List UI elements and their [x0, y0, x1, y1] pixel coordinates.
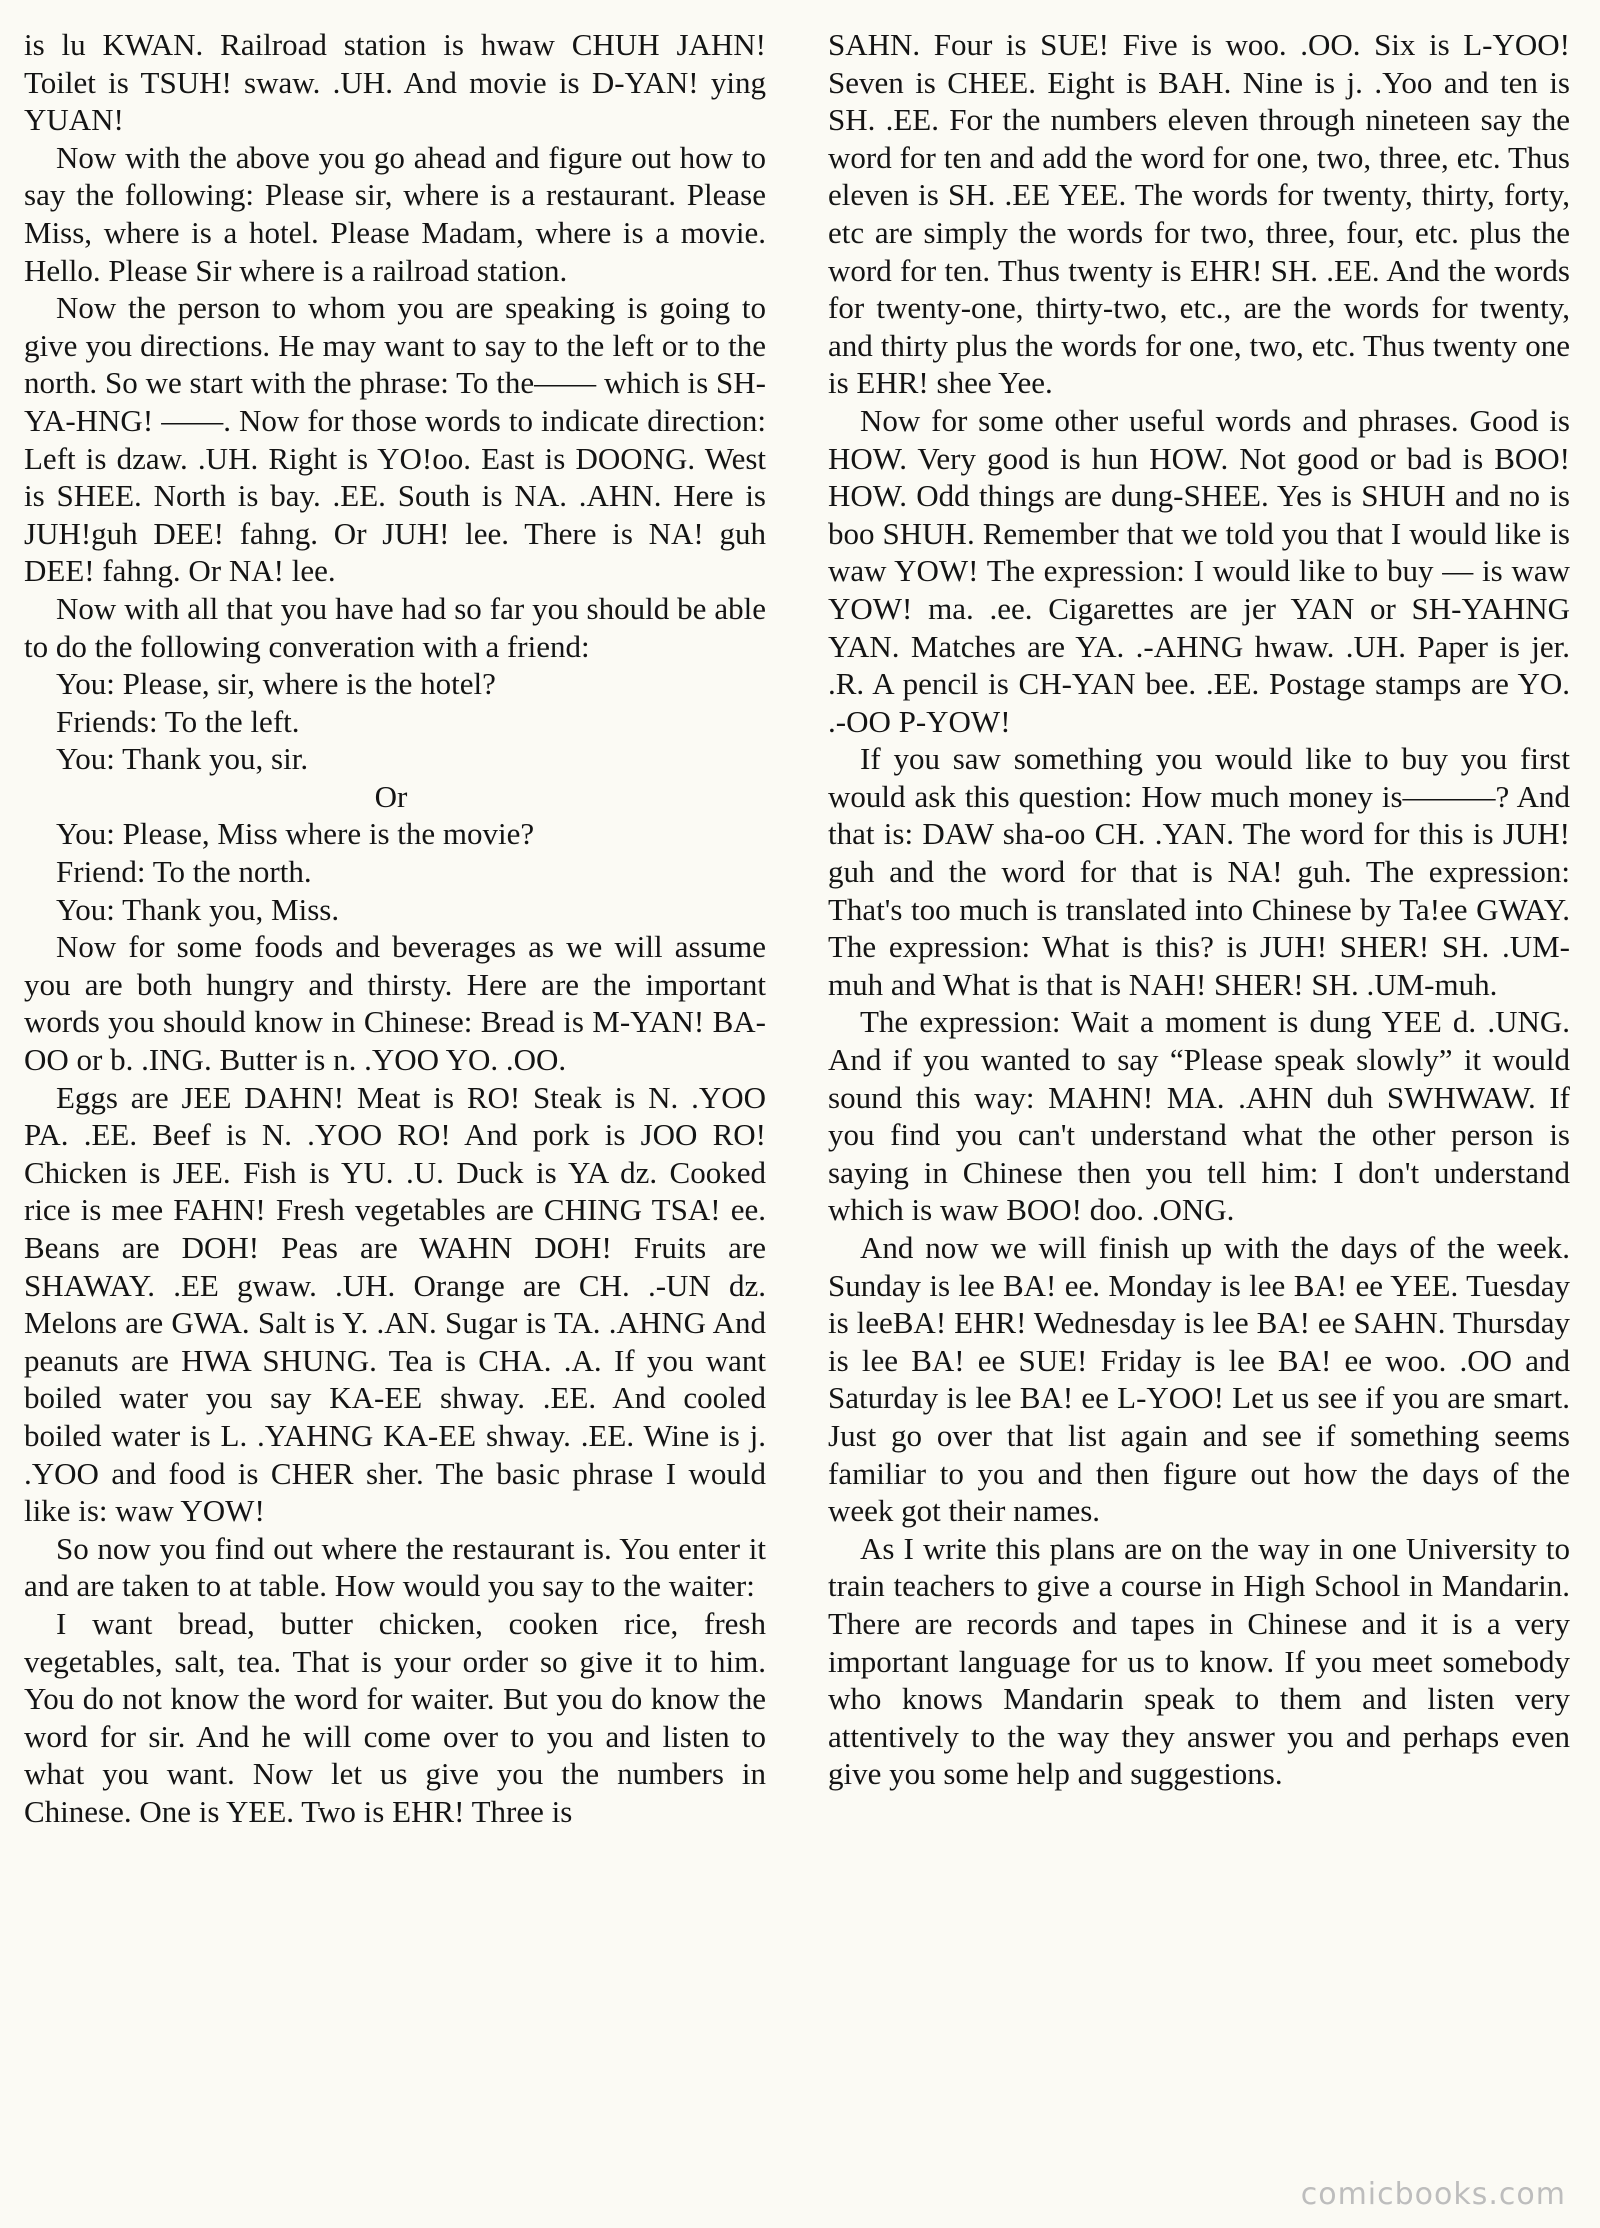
- paragraph: And now we will finish up with the days of the week. Sunday is lee BA! ee. Monday is lee BA! ee YEE. Tuesday is leeBA! EHR! Wednesday is lee BA! ee SAHN. Thursday is lee BA! ee SUE! Friday is lee BA! ee woo. .OO and Saturday is lee BA! ee L-YOO! Let us see if you are smart. Just go over that list again and see if something seems familiar to you and then figure out how the days of the week got their names.: [828, 1230, 1570, 1529]
- dialogue-separator: Or: [374, 778, 408, 814]
- dialogue-line: You: Please, Miss where is the movie?: [56, 816, 535, 852]
- dialogue-line: You: Thank you, sir.: [56, 741, 309, 777]
- watermark: comicbooks.com: [1300, 2177, 1566, 2212]
- paragraph: is lu KWAN. Railroad station is hwaw CHUH JAHN! Toilet is TSUH! swaw. .UH. And movie is D-YAN! ying YUAN!: [24, 27, 766, 138]
- paragraph: Now for some foods and beverages as we will assume you are both hungry and thirsty. Here are the important words you should know in Chinese: Bread is M-YAN! BA-OO or b. .ING. Butter is n. .YOO YO. .OO.: [24, 929, 766, 1078]
- paragraph: So now you find out where the restaurant is. You enter it and are taken to at table. How would you say to the waiter:: [24, 1530, 766, 1604]
- paragraph: The expression: Wait a moment is dung YEE d. .UNG. And if you wanted to say “Please speak slowly” it would sound this way: MAHN! MA. .AHN duh SWHWAW. If you find you can't understand what the other person is saying in Chinese then you tell him: I don't understand which is waw BOO! doo. .ONG.: [828, 1004, 1570, 1228]
- paragraph: Now the person to whom you are speaking is going to give you directions. He may want to say to the left or to the north. So we start with the phrase: To the—— which is SH-YA-HNG! ——. Now for those words to indicate direction: Left is dzaw. .UH. Right is YO!oo. East is DOONG. West is SHEE. North is bay. .EE. South is NA. .AHN. Here is JUH!guh DEE! fahng. Or JUH! lee. There is NA! guh DEE! fahng. Or NA! lee.: [24, 290, 766, 589]
- dialogue-line: Friend: To the north.: [56, 854, 312, 890]
- sample-conversation: [24, 665, 766, 928]
- paragraph: SAHN. Four is SUE! Five is woo. .OO. Six is L-YOO! Seven is CHEE. Eight is BAH. Nine is j. .Yoo and ten is SH. .EE. For the numbers eleven through nineteen say the word for ten and add the word for one, two, three, etc. Thus eleven is SH. .EE YEE. The words for twenty, thirty, forty, etc are simply the words for two, three, four, etc. plus the word for ten. Thus twenty is EHR! SH. .EE. And the words for twenty-one, thirty-two, etc., are the words for twenty, and thirty plus the words for one, two, etc. Thus twenty one is EHR! shee Yee.: [828, 27, 1570, 401]
- paragraph: Eggs are JEE DAHN! Meat is RO! Steak is N. .YOO PA. .EE. Beef is N. .YOO RO! And pork is JOO RO! Chicken is JEE. Fish is YU. .U. Duck is YA dz. Cooked rice is mee FAHN! Fresh vegetables are CHING TSA! ee. Beans are DOH! Peas are WAHN DOH! Fruits are SHAWAY. .EE gwaw. .UH. Orange are CH. .-UN dz. Melons are GWA. Salt is Y. .AN. Sugar is TA. .AHNG And peanuts are HWA SHUNG. Tea is CHA. .A. If you want boiled water you say KA-EE shway. .EE. And cooled boiled water is L. .YAHNG KA-EE shway. .EE. Wine is j. .YOO and food is CHER sher. The basic phrase I would like is: waw YOW!: [24, 1079, 766, 1529]
- paragraph: Now with the above you go ahead and figure out how to say the following: Please sir, where is a restaurant. Please Miss, where is a hotel. Please Madam, where is a movie. Hello. Please Sir where is a railroad station.: [24, 139, 766, 288]
- dialogue-line: You: Thank you, Miss.: [56, 891, 340, 927]
- paragraph: As I write this plans are on the way in one University to train teachers to give a course in High School in Mandarin. There are records and tapes in Chinese and it is a very important language for us to know. If you meet somebody who knows Mandarin speak to them and listen very attentively to the way they answer you and perhaps even give you some help and suggestions.: [828, 1530, 1570, 1792]
- dialogue-line: You: Please, sir, where is the hotel?: [56, 666, 496, 702]
- dialogue-line: Friends: To the left.: [56, 703, 300, 739]
- paragraph: I want bread, butter chicken, cooken rice, fresh vegetables, salt, tea. That is your order so give it to him. You do not know the word for waiter. But you do know the word for sir. And he will come over to you and listen to what you want. Now let us give you the numbers in Chinese. One is YEE. Two is EHR! Three is: [24, 1605, 766, 1829]
- paragraph: Now with all that you have had so far you should be able to do the following converation with a friend:: [24, 590, 766, 664]
- right-column: [828, 26, 1570, 2228]
- left-column: [24, 26, 766, 2228]
- paragraph: Now for some other useful words and phrases. Good is HOW. Very good is hun HOW. Not good or bad is BOO! HOW. Odd things are dung-SHEE. Yes is SHUH and no is boo SHUH. Remember that we told you that I would like is waw YOW! The expression: I would like to buy — is waw YOW! ma. .ee. Cigarettes are jer YAN or SH-YAHNG YAN. Matches are YA. .-AHNG hwaw. .UH. Paper is jer. .R. A pencil is CH-YAN bee. .EE. Postage stamps are YO. .-OO P-YOW!: [828, 402, 1570, 739]
- paragraph: If you saw something you would like to buy you first would ask this question: How much money is———? And that is: DAW sha-oo CH. .YAN. The word for this is JUH! guh and the word for that is NA! guh. The expression: That's too much is translated into Chinese by Ta!ee GWAY. The expression: What is this? is JUH! SHER! SH. .UM-muh and What is that is NAH! SHER! SH. .UM-muh.: [828, 741, 1570, 1002]
